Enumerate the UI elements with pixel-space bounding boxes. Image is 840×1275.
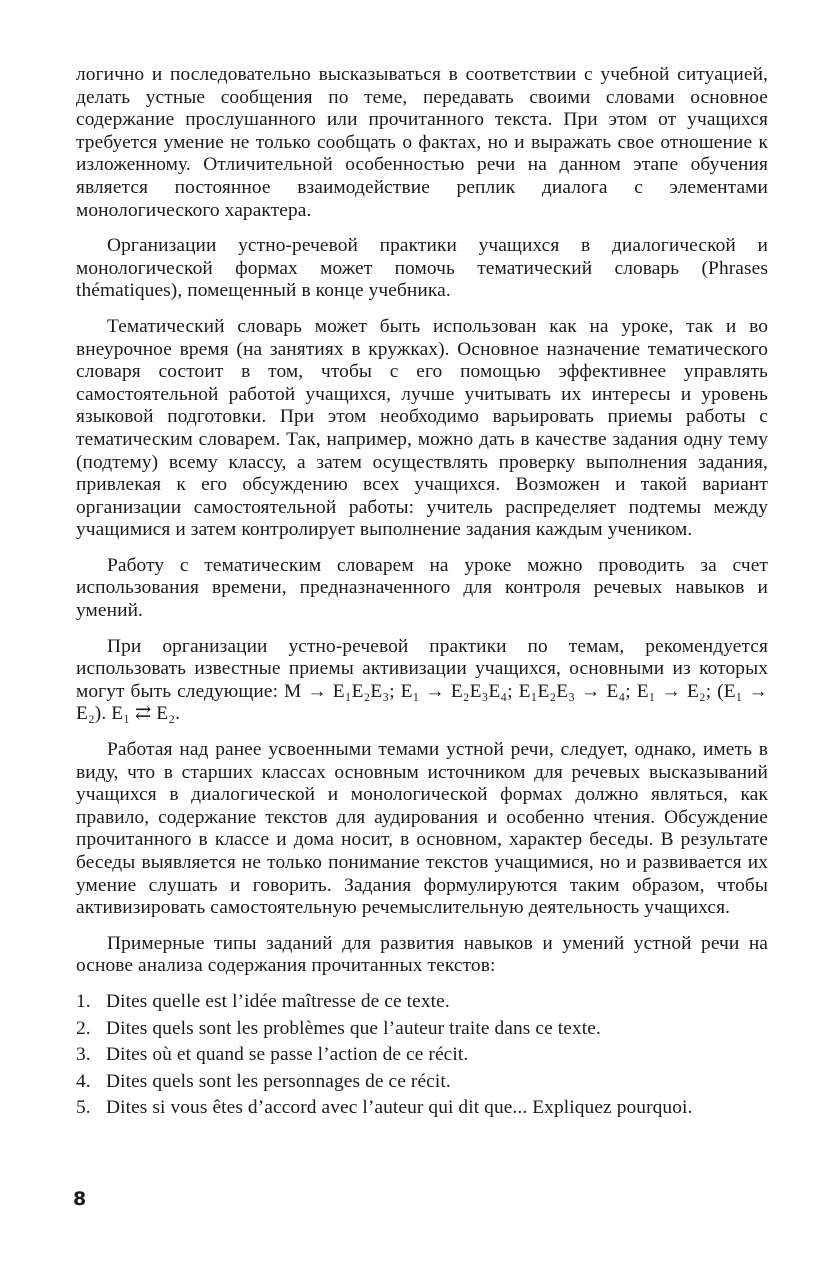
list-item: [76, 991, 768, 1014]
list-item-text: Dites où et quand se passe l’action de ce récit.: [106, 1044, 469, 1066]
list-item-text: Dites quels sont les personnages de ce récit.: [106, 1070, 451, 1092]
list-item-text: Dites quelle est l’idée maîtresse de ce texte.: [106, 990, 450, 1012]
paragraph-activation-techniques: При организации устно-речевой практики по темам, рекомендуется использовать известные приемы активизации учащихся, основными из которых могут быть следующие: M → E₁E₂E₃; E₁ → E₂E₃E₄; E₁E₂E₃ → E₄; E₁ → E₂; (E₁ → E₂). E₁ ⇄ E₂.: [76, 635, 768, 725]
list-item-number: 3.: [76, 1044, 91, 1066]
task-list: [76, 991, 768, 1120]
list-item: [76, 1097, 768, 1120]
paragraph-task-types-intro: Примерные типы заданий для развития навыков и умений устной речи на основе анализа содержания прочитанных текстов:: [76, 932, 768, 977]
paragraph-thematic-dictionary-use: Тематический словарь может быть использован как на уроке, так и во внеурочное время (на занятиях в кружках). Основное назначение тематического словаря состоит в том, чтобы с его помощью эффективнее управлять самостоятельной работой учащихся, лучше учитывать их интересы и уровень языковой подготовки. При этом необходимо варьировать приемы работы с тематическим словарем. Так, например, можно дать в качестве задания одну тему (подтему) всему классу, а затем осуществлять проверку выполнения задания, привлекая к его обсуждению всех учащихся. Возможен и такой вариант организации самостоятельной работы: учитель распределяет подтемы между учащимися и затем контролирует выполнение задания каждым учеником.: [76, 315, 768, 541]
list-item-text: Dites quels sont les problèmes que l’auteur traite dans ce texte.: [106, 1017, 601, 1039]
list-item-number: 2.: [76, 1017, 91, 1039]
paragraph-lesson-time: Работу с тематическим словарем на уроке можно проводить за счет использования времени, предназначенного для контроля речевых навыков и умений.: [76, 554, 768, 622]
paragraph-texts-source: Работая над ранее усвоенными темами устной речи, следует, однако, иметь в виду, что в старших классах основным источником для речевых высказываний учащихся в диалогической и монологической формах должно являться, как правило, содержание текстов для аудирования и особенно чтения. Обсуждение прочитанного в классе и дома носит, в основном, характер беседы. В результате беседы выявляется не только понимание текстов учащимися, но и развивается их умение слушать и говорить. Задания формулируются таким образом, чтобы активизировать самостоятельную речемыслительную деятельность учащихся.: [76, 739, 768, 919]
list-item: [76, 1071, 768, 1094]
list-item: [76, 1018, 768, 1041]
page-number: 8: [73, 1188, 87, 1210]
body-text: [76, 64, 768, 1124]
list-item: [76, 1044, 768, 1067]
list-item-number: 5.: [76, 1097, 91, 1119]
paragraph-thematic-dictionary-intro: Организации устно-речевой практики учащихся в диалогической и монологической формах может помочь тематический словарь (Phrases thématiques), помещенный в конце учебника.: [76, 235, 768, 302]
list-item-number: 4.: [76, 1070, 91, 1092]
list-item-text: Dites si vous êtes d’accord avec l’auteur qui dit que... Expliquez pourquoi.: [106, 1097, 693, 1119]
paragraph-continuation: логично и последовательно высказываться в соответствии с учебной ситуацией, делать устные сообщения по теме, передавать своими словами основное содержание прослушанного или прочитанного текста. При этом от учащихся требуется умение не только сообщать о фактах, но и выражать свое отношение к изложенному. Отличительной особенностью речи на данном этапе обучения является постоянное взаимодействие реплик диалога с элементами монологического характера.: [76, 64, 768, 221]
list-item-number: 1.: [76, 990, 91, 1012]
